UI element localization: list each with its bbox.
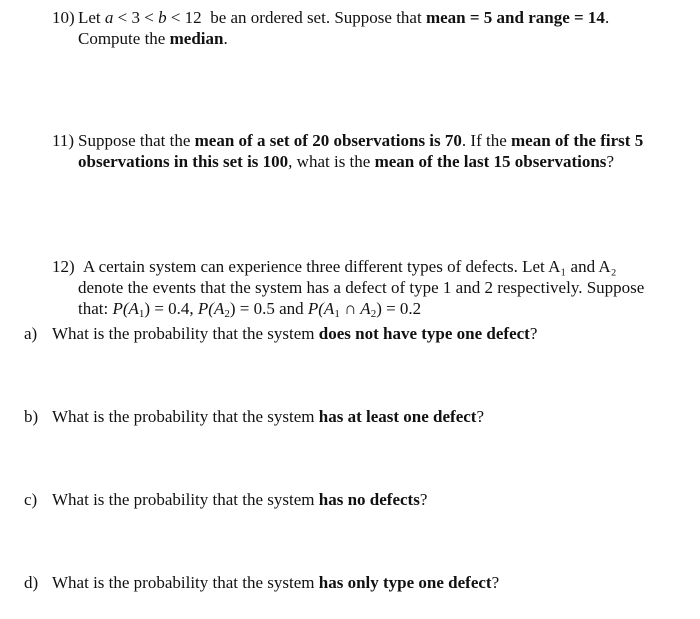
part-text: What is the probability that the system has only type one defect?	[52, 573, 500, 592]
probability-intersection: $P(A_1$ ∩ $A_2) = 0.2$	[307, 299, 422, 320]
question-number: 12)	[52, 257, 75, 276]
part-label: d)	[24, 573, 39, 592]
part-text: What is the probability that the system has at least one defect?	[52, 407, 485, 426]
part-label: b)	[24, 407, 39, 426]
question-number: 11)	[52, 131, 75, 150]
question-12-line-2: denote the events that the system has a defect of type 1 and 2 respectively. Suppose	[78, 278, 645, 297]
part-label: c)	[24, 490, 38, 509]
question-10-line-2: Compute the median.	[78, 29, 228, 48]
part-label: a)	[24, 324, 38, 343]
question-12-line-1: A certain system can experience three different types of defects. Let A₁ and A₂	[83, 257, 617, 276]
probability-a1: $P(A_1) = 0.4$,	[112, 299, 194, 320]
question-12-line-3: that: $P(A_1) = 0.4$, $P(A_2) = 0.5$ and $P(A_1$ ∩ $A_2) = 0.2$	[78, 299, 422, 320]
question-11-line-2: observations in this set is 100, what is the mean of the last 15 observations?	[78, 152, 614, 171]
question-number: 10)	[52, 8, 75, 27]
part-text: What is the probability that the system does not have type one defect?	[52, 324, 538, 343]
part-text: What is the probability that the system has no defects?	[52, 490, 428, 509]
question-11-line-1: Suppose that the mean of a set of 20 observations is 70. If the mean of the first 5	[78, 131, 644, 150]
question-10-line-1: Let a < 3 < b < 12 be an ordered set. Suppose that mean = 5 and range = 14.	[78, 8, 610, 27]
probability-a2: $P(A_2) = 0.5$	[197, 299, 275, 320]
